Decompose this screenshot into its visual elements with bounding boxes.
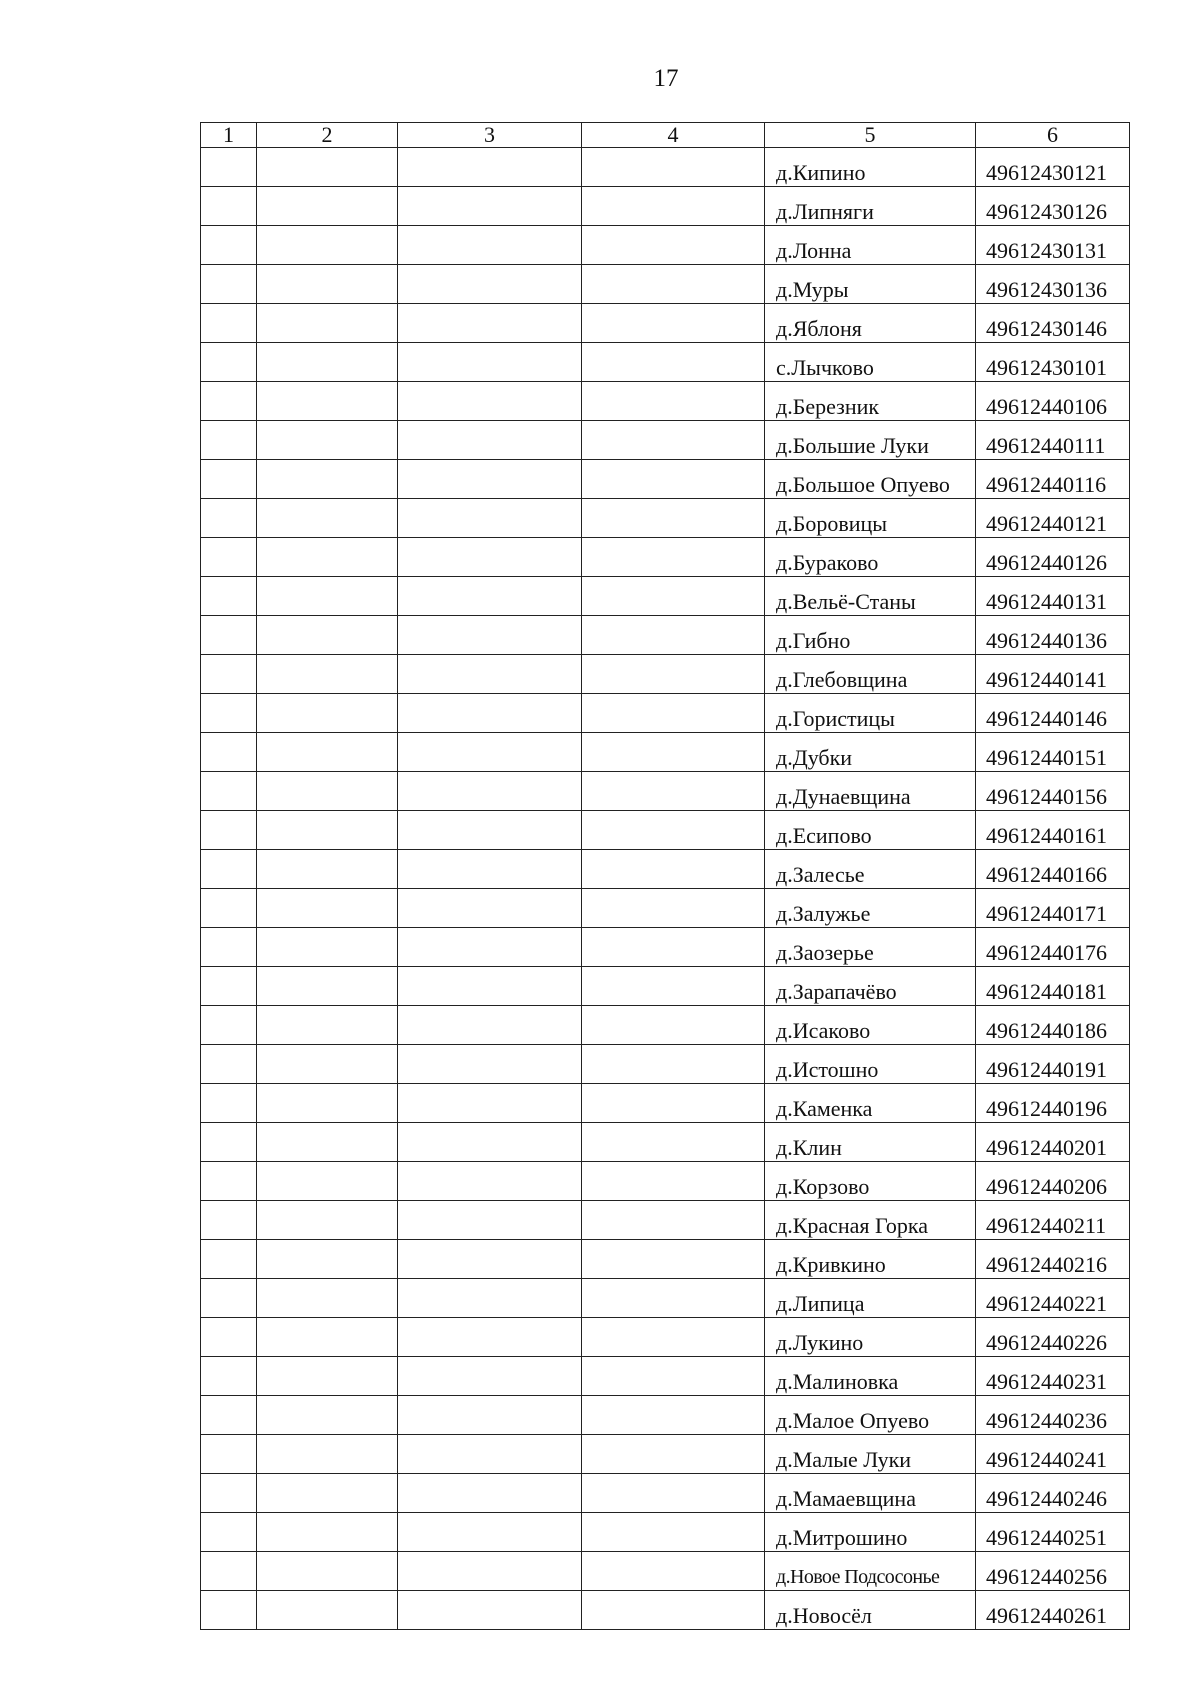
empty-cell-col-4	[582, 382, 765, 421]
empty-cell-col-4	[582, 577, 765, 616]
table-row	[201, 733, 1130, 772]
column-header-3: 3	[398, 123, 582, 148]
empty-cell-col-3	[398, 265, 582, 304]
empty-cell-col-3	[398, 1513, 582, 1552]
empty-cell-col-1	[201, 1513, 257, 1552]
empty-cell-col-3	[398, 1435, 582, 1474]
oktmo-code-cell: 49612440221	[976, 1279, 1130, 1318]
empty-cell-col-1	[201, 1045, 257, 1084]
oktmo-code-cell: 49612430121	[976, 148, 1130, 187]
empty-cell-col-2	[257, 1162, 398, 1201]
table-row	[201, 1591, 1130, 1630]
empty-cell-col-2	[257, 1435, 398, 1474]
settlement-name-cell: д.Корзово	[765, 1162, 976, 1201]
empty-cell-col-3	[398, 460, 582, 499]
settlement-name-cell: д.Лонна	[765, 226, 976, 265]
empty-cell-col-2	[257, 1396, 398, 1435]
empty-cell-col-3	[398, 577, 582, 616]
empty-cell-col-1	[201, 1006, 257, 1045]
table-row	[201, 694, 1130, 733]
empty-cell-col-2	[257, 1513, 398, 1552]
empty-cell-col-4	[582, 460, 765, 499]
empty-cell-col-1	[201, 148, 257, 187]
oktmo-code-cell: 49612430136	[976, 265, 1130, 304]
page-number: 17	[653, 65, 679, 92]
settlement-name-cell: с.Лычково	[765, 343, 976, 382]
oktmo-code-cell: 49612440226	[976, 1318, 1130, 1357]
empty-cell-col-1	[201, 1474, 257, 1513]
empty-cell-col-4	[582, 1279, 765, 1318]
settlement-name-cell: д.Клин	[765, 1123, 976, 1162]
oktmo-code-cell: 49612440251	[976, 1513, 1130, 1552]
settlement-name-cell: д.Бураково	[765, 538, 976, 577]
oktmo-code-cell: 49612440206	[976, 1162, 1130, 1201]
table-row	[201, 1006, 1130, 1045]
empty-cell-col-2	[257, 460, 398, 499]
oktmo-code-cell: 49612430101	[976, 343, 1130, 382]
empty-cell-col-2	[257, 733, 398, 772]
empty-cell-col-1	[201, 772, 257, 811]
table-row	[201, 148, 1130, 187]
empty-cell-col-3	[398, 421, 582, 460]
empty-cell-col-1	[201, 967, 257, 1006]
empty-cell-col-1	[201, 1552, 257, 1591]
empty-cell-col-3	[398, 889, 582, 928]
settlement-name-cell: д.Кипино	[765, 148, 976, 187]
empty-cell-col-1	[201, 1591, 257, 1630]
empty-cell-col-2	[257, 187, 398, 226]
empty-cell-col-1	[201, 811, 257, 850]
empty-cell-col-4	[582, 967, 765, 1006]
oktmo-code-cell: 49612440241	[976, 1435, 1130, 1474]
table-row	[201, 1240, 1130, 1279]
empty-cell-col-1	[201, 850, 257, 889]
settlement-name-cell: д.Малиновка	[765, 1357, 976, 1396]
empty-cell-col-2	[257, 1240, 398, 1279]
settlement-name-cell: д.Новосёл	[765, 1591, 976, 1630]
settlements-table	[200, 122, 1130, 1630]
oktmo-code-cell: 49612430146	[976, 304, 1130, 343]
table-row	[201, 421, 1130, 460]
empty-cell-col-4	[582, 1240, 765, 1279]
empty-cell-col-2	[257, 265, 398, 304]
oktmo-code-cell: 49612440181	[976, 967, 1130, 1006]
empty-cell-col-1	[201, 1396, 257, 1435]
empty-cell-col-2	[257, 1123, 398, 1162]
empty-cell-col-2	[257, 1279, 398, 1318]
empty-cell-col-1	[201, 1123, 257, 1162]
column-header-6: 6	[976, 123, 1130, 148]
empty-cell-col-4	[582, 265, 765, 304]
table-row	[201, 772, 1130, 811]
empty-cell-col-4	[582, 1435, 765, 1474]
empty-cell-col-2	[257, 382, 398, 421]
table-header-row	[201, 123, 1130, 148]
settlement-name-cell: д.Залужье	[765, 889, 976, 928]
settlement-name-cell: д.Дунаевщина	[765, 772, 976, 811]
oktmo-code-cell: 49612440171	[976, 889, 1130, 928]
oktmo-code-cell: 49612440141	[976, 655, 1130, 694]
empty-cell-col-2	[257, 616, 398, 655]
empty-cell-col-4	[582, 1045, 765, 1084]
settlement-name-cell: д.Большое Опуево	[765, 460, 976, 499]
oktmo-code-cell: 49612440191	[976, 1045, 1130, 1084]
table-row	[201, 1396, 1130, 1435]
table-row	[201, 1474, 1130, 1513]
empty-cell-col-3	[398, 1162, 582, 1201]
empty-cell-col-3	[398, 304, 582, 343]
empty-cell-col-2	[257, 148, 398, 187]
empty-cell-col-2	[257, 499, 398, 538]
empty-cell-col-1	[201, 1240, 257, 1279]
settlement-name-cell: д.Есипово	[765, 811, 976, 850]
empty-cell-col-4	[582, 928, 765, 967]
table-row	[201, 1045, 1130, 1084]
settlement-name-cell: д.Боровицы	[765, 499, 976, 538]
table-row	[201, 850, 1130, 889]
empty-cell-col-1	[201, 694, 257, 733]
empty-cell-col-3	[398, 811, 582, 850]
oktmo-code-cell: 49612440166	[976, 850, 1130, 889]
settlement-name-cell: д.Залесье	[765, 850, 976, 889]
empty-cell-col-1	[201, 1318, 257, 1357]
empty-cell-col-2	[257, 1552, 398, 1591]
oktmo-code-cell: 49612440231	[976, 1357, 1130, 1396]
oktmo-code-cell: 49612440116	[976, 460, 1130, 499]
empty-cell-col-1	[201, 616, 257, 655]
empty-cell-col-1	[201, 187, 257, 226]
table-row	[201, 1201, 1130, 1240]
settlement-name-cell: д.Заозерье	[765, 928, 976, 967]
oktmo-code-cell: 49612430131	[976, 226, 1130, 265]
empty-cell-col-1	[201, 1435, 257, 1474]
settlement-name-cell: д.Митрошино	[765, 1513, 976, 1552]
table-row	[201, 382, 1130, 421]
empty-cell-col-4	[582, 343, 765, 382]
empty-cell-col-3	[398, 928, 582, 967]
table-row	[201, 1357, 1130, 1396]
oktmo-code-cell: 49612440106	[976, 382, 1130, 421]
empty-cell-col-4	[582, 1006, 765, 1045]
empty-cell-col-3	[398, 655, 582, 694]
empty-cell-col-4	[582, 1513, 765, 1552]
table-row	[201, 460, 1130, 499]
empty-cell-col-1	[201, 382, 257, 421]
empty-cell-col-2	[257, 226, 398, 265]
empty-cell-col-3	[398, 1006, 582, 1045]
oktmo-code-cell: 49612440136	[976, 616, 1130, 655]
empty-cell-col-2	[257, 1006, 398, 1045]
empty-cell-col-4	[582, 1474, 765, 1513]
settlement-name-cell: д.Муры	[765, 265, 976, 304]
empty-cell-col-4	[582, 1318, 765, 1357]
settlement-name-cell: д.Малые Луки	[765, 1435, 976, 1474]
oktmo-code-cell: 49612440261	[976, 1591, 1130, 1630]
empty-cell-col-4	[582, 1201, 765, 1240]
empty-cell-col-3	[398, 850, 582, 889]
oktmo-code-cell: 49612440121	[976, 499, 1130, 538]
empty-cell-col-1	[201, 1357, 257, 1396]
oktmo-code-cell: 49612440186	[976, 1006, 1130, 1045]
empty-cell-col-3	[398, 226, 582, 265]
empty-cell-col-4	[582, 733, 765, 772]
empty-cell-col-2	[257, 1474, 398, 1513]
empty-cell-col-3	[398, 1474, 582, 1513]
empty-cell-col-4	[582, 655, 765, 694]
table-row	[201, 1435, 1130, 1474]
oktmo-code-cell: 49612440176	[976, 928, 1130, 967]
empty-cell-col-1	[201, 655, 257, 694]
empty-cell-col-4	[582, 1591, 765, 1630]
empty-cell-col-4	[582, 304, 765, 343]
settlement-name-cell: д.Малое Опуево	[765, 1396, 976, 1435]
column-header-4: 4	[582, 123, 765, 148]
settlement-name-cell: д.Липица	[765, 1279, 976, 1318]
oktmo-code-cell: 49612440146	[976, 694, 1130, 733]
empty-cell-col-2	[257, 772, 398, 811]
empty-cell-col-4	[582, 148, 765, 187]
table-row	[201, 616, 1130, 655]
empty-cell-col-2	[257, 811, 398, 850]
settlement-name-cell: д.Новое Подсосонье	[765, 1552, 976, 1591]
empty-cell-col-2	[257, 1591, 398, 1630]
empty-cell-col-2	[257, 577, 398, 616]
empty-cell-col-1	[201, 460, 257, 499]
empty-cell-col-3	[398, 1357, 582, 1396]
settlement-name-cell: д.Исаково	[765, 1006, 976, 1045]
table-row	[201, 1513, 1130, 1552]
oktmo-code-cell: 49612440196	[976, 1084, 1130, 1123]
empty-cell-col-1	[201, 304, 257, 343]
empty-cell-col-1	[201, 499, 257, 538]
settlement-name-cell: д.Кривкино	[765, 1240, 976, 1279]
table-row	[201, 265, 1130, 304]
empty-cell-col-1	[201, 343, 257, 382]
empty-cell-col-3	[398, 1123, 582, 1162]
empty-cell-col-2	[257, 1318, 398, 1357]
empty-cell-col-3	[398, 538, 582, 577]
empty-cell-col-4	[582, 1123, 765, 1162]
settlement-name-cell: д.Березник	[765, 382, 976, 421]
empty-cell-col-3	[398, 1552, 582, 1591]
oktmo-code-cell: 49612440161	[976, 811, 1130, 850]
oktmo-code-cell: 49612440151	[976, 733, 1130, 772]
table-row	[201, 1318, 1130, 1357]
table-row	[201, 1084, 1130, 1123]
empty-cell-col-4	[582, 1357, 765, 1396]
empty-cell-col-2	[257, 967, 398, 1006]
oktmo-code-cell: 49612440256	[976, 1552, 1130, 1591]
empty-cell-col-2	[257, 343, 398, 382]
empty-cell-col-4	[582, 616, 765, 655]
oktmo-code-cell: 49612440236	[976, 1396, 1130, 1435]
settlement-name-cell: д.Гибно	[765, 616, 976, 655]
empty-cell-col-2	[257, 304, 398, 343]
empty-cell-col-1	[201, 1201, 257, 1240]
settlement-name-cell: д.Дубки	[765, 733, 976, 772]
oktmo-code-cell: 49612440156	[976, 772, 1130, 811]
settlement-name-cell: д.Каменка	[765, 1084, 976, 1123]
empty-cell-col-4	[582, 538, 765, 577]
empty-cell-col-3	[398, 1318, 582, 1357]
oktmo-code-cell: 49612440201	[976, 1123, 1130, 1162]
settlement-name-cell: д.Мамаевщина	[765, 1474, 976, 1513]
empty-cell-col-1	[201, 538, 257, 577]
settlement-name-cell: д.Глебовщина	[765, 655, 976, 694]
table-row	[201, 343, 1130, 382]
settlement-name-cell: д.Большие Луки	[765, 421, 976, 460]
empty-cell-col-1	[201, 421, 257, 460]
empty-cell-col-2	[257, 655, 398, 694]
oktmo-code-cell: 49612440131	[976, 577, 1130, 616]
empty-cell-col-3	[398, 1279, 582, 1318]
empty-cell-col-3	[398, 616, 582, 655]
column-header-5: 5	[765, 123, 976, 148]
empty-cell-col-1	[201, 1162, 257, 1201]
empty-cell-col-2	[257, 421, 398, 460]
empty-cell-col-2	[257, 1201, 398, 1240]
oktmo-code-cell: 49612440211	[976, 1201, 1130, 1240]
empty-cell-col-4	[582, 1552, 765, 1591]
empty-cell-col-4	[582, 1084, 765, 1123]
empty-cell-col-4	[582, 226, 765, 265]
settlement-name-cell: д.Истошно	[765, 1045, 976, 1084]
empty-cell-col-3	[398, 1201, 582, 1240]
empty-cell-col-2	[257, 1357, 398, 1396]
empty-cell-col-3	[398, 1084, 582, 1123]
empty-cell-col-3	[398, 1045, 582, 1084]
empty-cell-col-1	[201, 889, 257, 928]
empty-cell-col-3	[398, 1396, 582, 1435]
column-header-2: 2	[257, 123, 398, 148]
empty-cell-col-4	[582, 499, 765, 538]
table-row	[201, 1279, 1130, 1318]
empty-cell-col-3	[398, 694, 582, 733]
oktmo-code-cell: 49612440126	[976, 538, 1130, 577]
empty-cell-col-3	[398, 1240, 582, 1279]
column-header-1: 1	[201, 123, 257, 148]
empty-cell-col-4	[582, 187, 765, 226]
oktmo-code-cell: 49612430126	[976, 187, 1130, 226]
empty-cell-col-1	[201, 1084, 257, 1123]
empty-cell-col-3	[398, 187, 582, 226]
empty-cell-col-2	[257, 850, 398, 889]
empty-cell-col-2	[257, 694, 398, 733]
empty-cell-col-1	[201, 1279, 257, 1318]
empty-cell-col-1	[201, 226, 257, 265]
table-row	[201, 928, 1130, 967]
empty-cell-col-4	[582, 1396, 765, 1435]
empty-cell-col-1	[201, 733, 257, 772]
empty-cell-col-3	[398, 148, 582, 187]
empty-cell-col-3	[398, 382, 582, 421]
empty-cell-col-2	[257, 889, 398, 928]
table-row	[201, 577, 1130, 616]
empty-cell-col-3	[398, 1591, 582, 1630]
oktmo-code-cell: 49612440216	[976, 1240, 1130, 1279]
empty-cell-col-3	[398, 499, 582, 538]
empty-cell-col-3	[398, 343, 582, 382]
table-row	[201, 304, 1130, 343]
table-row	[201, 538, 1130, 577]
empty-cell-col-4	[582, 772, 765, 811]
empty-cell-col-1	[201, 265, 257, 304]
table-row	[201, 967, 1130, 1006]
empty-cell-col-2	[257, 1045, 398, 1084]
oktmo-code-cell: 49612440111	[976, 421, 1130, 460]
empty-cell-col-3	[398, 772, 582, 811]
oktmo-code-cell: 49612440246	[976, 1474, 1130, 1513]
table-row	[201, 187, 1130, 226]
empty-cell-col-2	[257, 928, 398, 967]
settlement-name-cell: д.Яблоня	[765, 304, 976, 343]
empty-cell-col-4	[582, 850, 765, 889]
empty-cell-col-4	[582, 421, 765, 460]
empty-cell-col-2	[257, 538, 398, 577]
empty-cell-col-2	[257, 1084, 398, 1123]
settlement-name-cell: д.Лукино	[765, 1318, 976, 1357]
empty-cell-col-4	[582, 694, 765, 733]
settlement-name-cell: д.Гористицы	[765, 694, 976, 733]
table-row	[201, 889, 1130, 928]
empty-cell-col-3	[398, 967, 582, 1006]
empty-cell-col-3	[398, 733, 582, 772]
settlement-name-cell: д.Липняги	[765, 187, 976, 226]
empty-cell-col-1	[201, 928, 257, 967]
empty-cell-col-4	[582, 811, 765, 850]
settlement-name-cell: д.Вельё-Станы	[765, 577, 976, 616]
table-row	[201, 1162, 1130, 1201]
table-row	[201, 811, 1130, 850]
empty-cell-col-4	[582, 889, 765, 928]
table-row	[201, 655, 1130, 694]
table-row	[201, 1123, 1130, 1162]
settlement-name-cell: д.Зарапачёво	[765, 967, 976, 1006]
table-row	[201, 1552, 1130, 1591]
table-row	[201, 226, 1130, 265]
settlement-name-cell: д.Красная Горка	[765, 1201, 976, 1240]
table-row	[201, 499, 1130, 538]
empty-cell-col-1	[201, 577, 257, 616]
empty-cell-col-4	[582, 1162, 765, 1201]
